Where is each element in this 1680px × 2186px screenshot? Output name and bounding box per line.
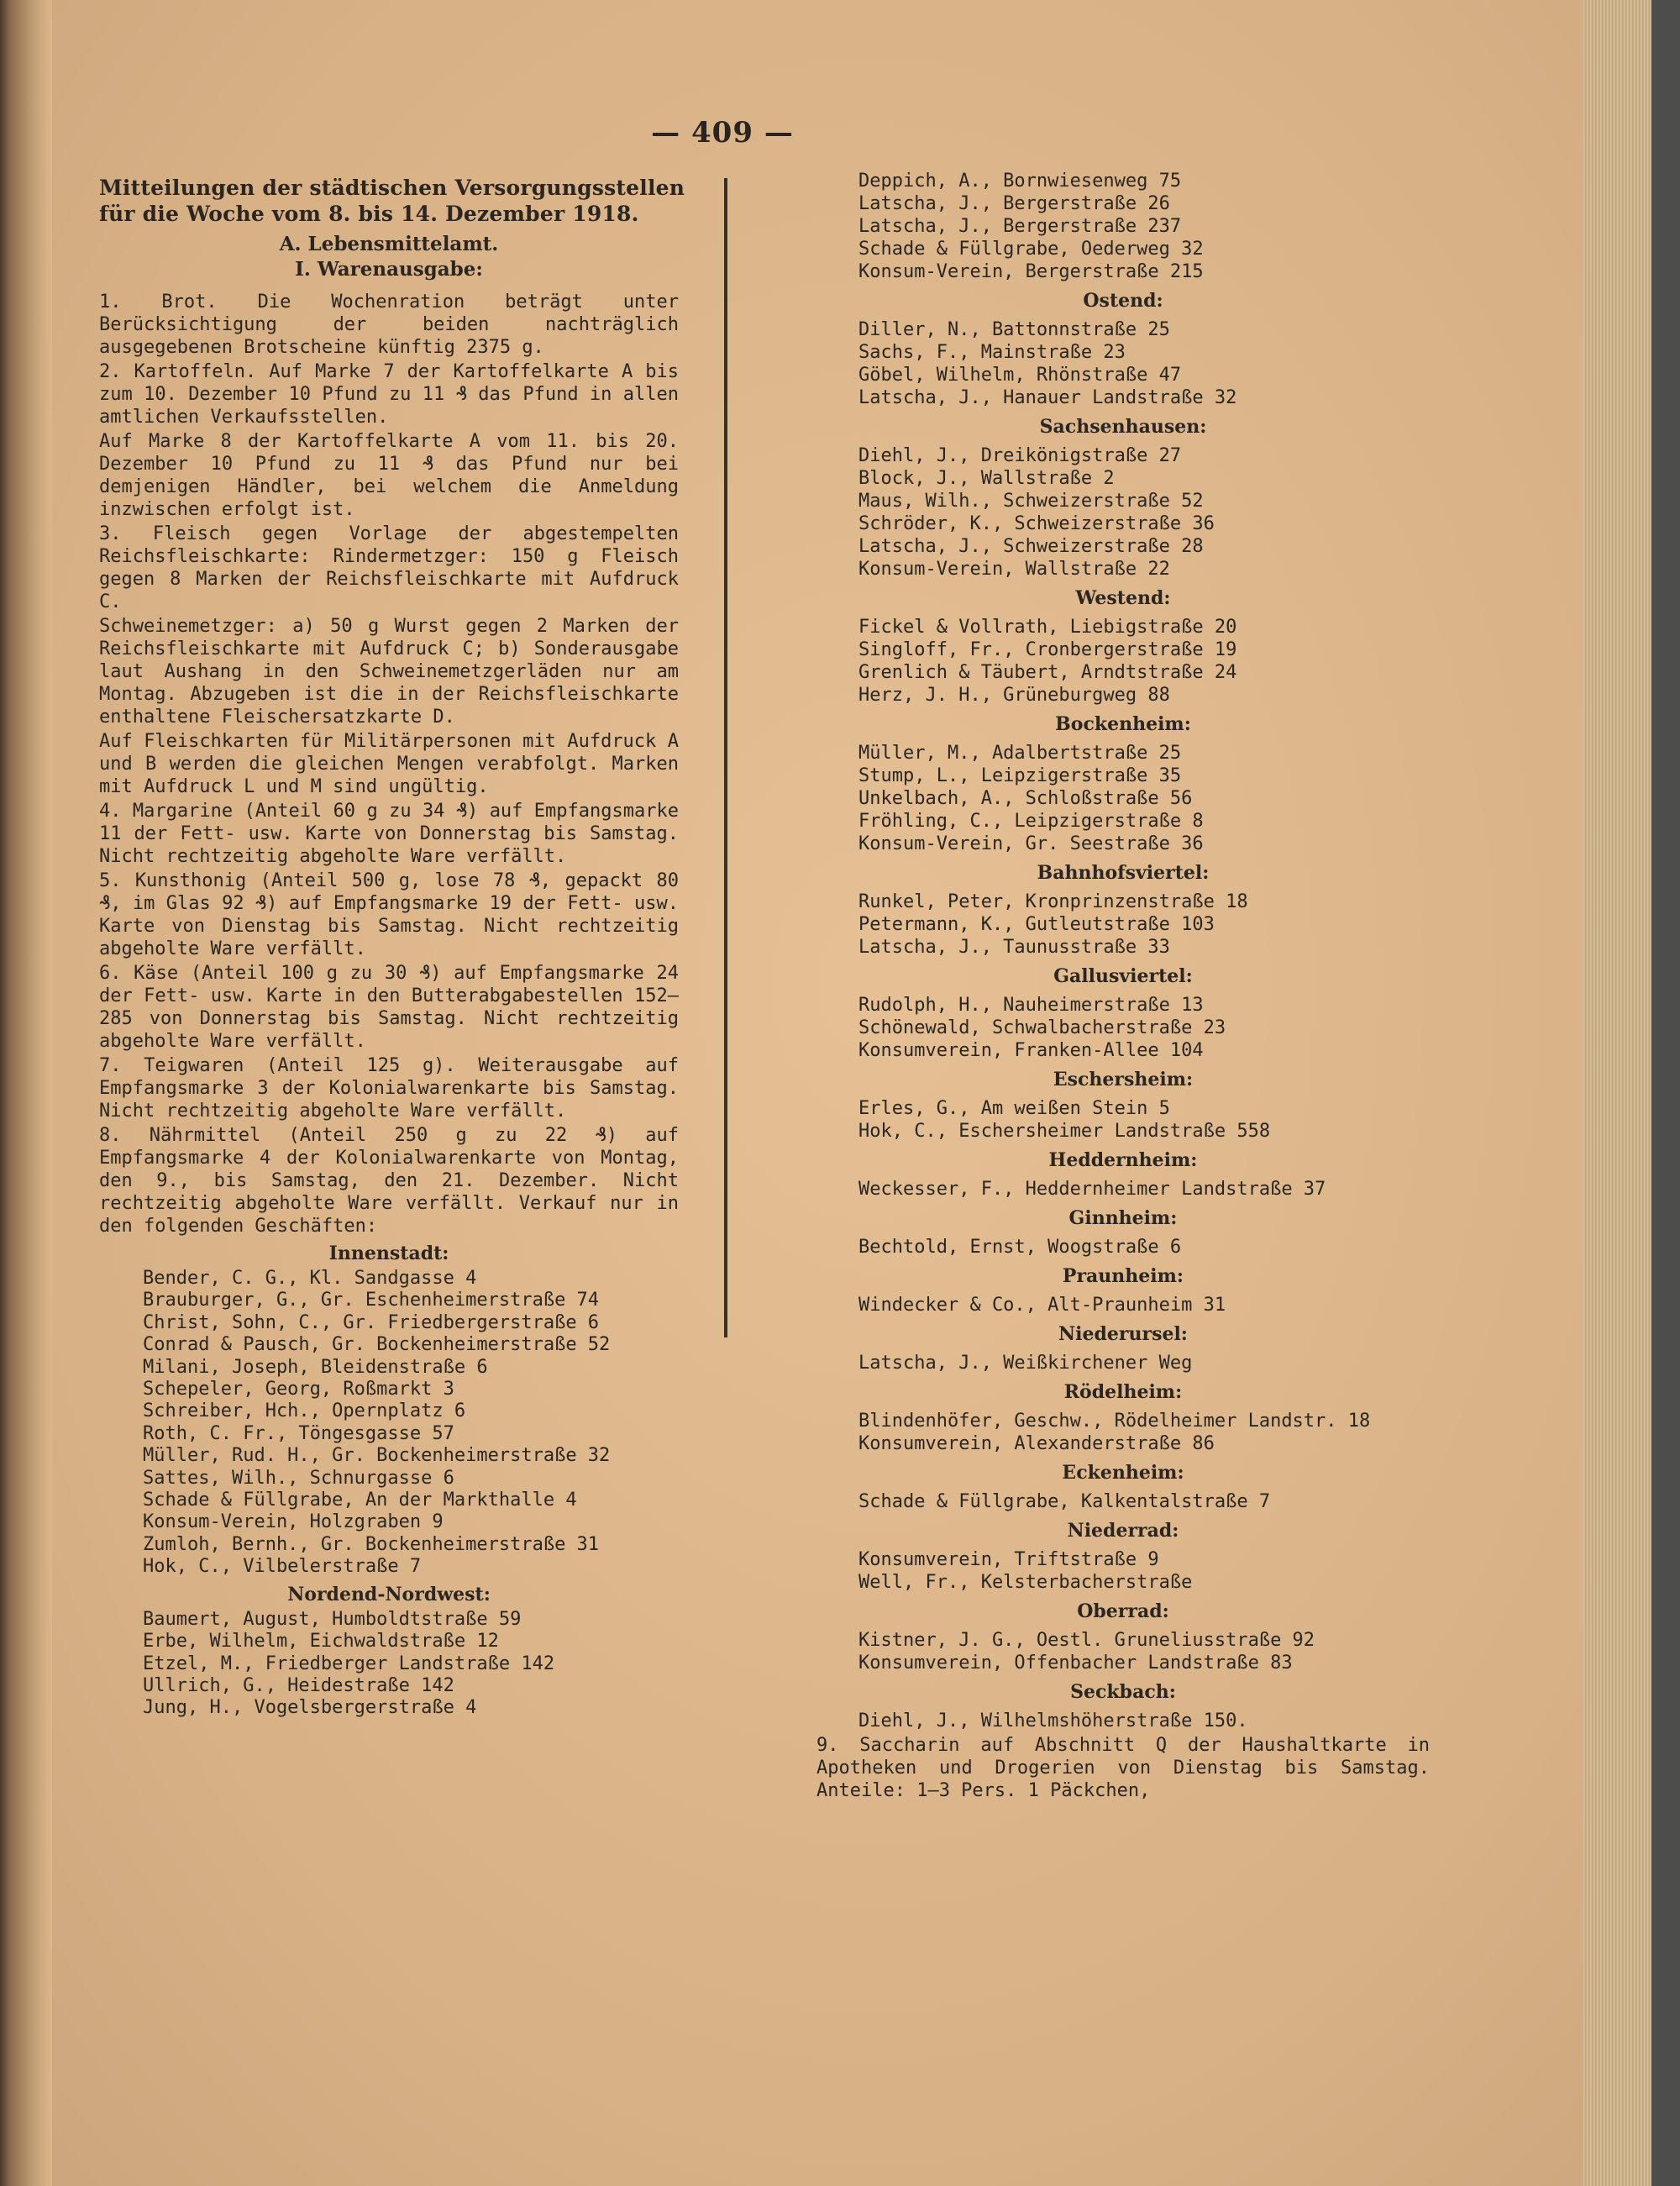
district-list-eschersheim — [816, 1097, 1430, 1143]
paragraph-militaer: Auf Fleischkarten für Militärpersonen mit Aufdruck A und B werden die gleichen Mengen verabfolgt. Marken mit Aufdruck L und M sind ungültig. — [99, 731, 679, 797]
shop-entry: Schröder, K., Schweizerstraße 36 — [858, 513, 1215, 534]
book-page-edges — [1583, 0, 1680, 2186]
paragraph-kunsthonig: 5. Kunsthonig (Anteil 500 g, lose 78 ₰, gepackt 80 ₰, im Glas 92 ₰) auf Empfangsmarke 19 der Fett- usw. Karte von Dienstag bis Samstag. Nicht rechtzeitig abgeholte Ware verfällt. — [99, 870, 679, 959]
district-heading-sachsenhausen: Sachsenhausen: — [1039, 416, 1207, 438]
shop-entry: Müller, M., Adalbertstraße 25 — [858, 743, 1182, 764]
paragraph-naehrmittel: 8. Nährmittel (Anteil 250 g zu 22 ₰) auf Empfangsmarke 4 der Kolonialwarenkarte von Montag, den 9., bis Samstag, den 21. Dezember. Nicht rechtzeitig abgeholte Ware verfällt. Verkauf nur in den folgenden Geschäften: — [99, 1125, 679, 1237]
shop-entry: Hok, C., Eschersheimer Landstraße 558 — [858, 1121, 1271, 1142]
shop-entry: Etzel, M., Friedberger Landstraße 142 — [143, 1653, 555, 1674]
district-heading-bockenheim: Bockenheim: — [1055, 713, 1191, 735]
book-cover-edge — [1651, 0, 1680, 2186]
shop-entry: Konsum-Verein, Wallstraße 22 — [858, 559, 1170, 580]
district-heading-innenstadt: Innenstadt: — [328, 1243, 449, 1264]
section-heading: A. Lebensmittelamt. — [279, 233, 499, 255]
shop-entry: Petermann, K., Gutleutstraße 103 — [858, 914, 1215, 935]
paragraph-margarine: 4. Margarine (Anteil 60 g zu 34 ₰) auf Empfangsmarke 11 der Fett- usw. Karte von Donnerstag bis Samstag. Nicht rechtzeitig abgeholte Ware verfällt. — [99, 801, 679, 867]
district-list-ostend — [816, 318, 1430, 409]
shop-entry: Konsumverein, Franken-Allee 104 — [858, 1040, 1204, 1061]
left-district-lists — [99, 1241, 679, 1720]
district-list-praunheim — [816, 1294, 1430, 1316]
shop-entry: Well, Fr., Kelsterbacherstraße — [858, 1572, 1193, 1593]
district-list-innenstadt — [99, 1268, 679, 1579]
shop-entry: Erles, G., Am weißen Stein 5 — [858, 1098, 1170, 1119]
shop-entry: Konsumverein, Alexanderstraße 86 — [858, 1433, 1215, 1454]
shop-entry: Latscha, J., Bergerstraße 26 — [858, 193, 1170, 214]
shop-entry: Erbe, Wilhelm, Eichwaldstraße 12 — [143, 1631, 499, 1653]
paragraph-kartoffeln-marke-8: Auf Marke 8 der Kartoffelkarte A vom 11. bis 20. Dezember 10 Pfund zu 11 ₰ das Pfund nur bei demjenigen Händler, bei welchem die Anmeldung inzwischen erfolgt ist. — [99, 431, 679, 520]
shop-entry: Konsumverein, Triftstraße 9 — [858, 1549, 1159, 1570]
district-list-bockenheim — [816, 742, 1430, 855]
shop-entry: Grenlich & Täubert, Arndtstraße 24 — [858, 662, 1237, 683]
shop-entry: Diehl, J., Wilhelmshöherstraße 150. — [858, 1710, 1248, 1731]
paragraph-schweinemetzger: Schweinemetzger: a) 50 g Wurst gegen 2 Marken der Reichsfleischkarte mit Aufdruck C; b) Sonderausgabe laut Aushang in den Schweinemetzgerläden nur am Montag. Abzugeben ist die in der Reichsfleischkarte enthaltene Fleischersatzkarte D. — [99, 616, 679, 728]
district-heading-ostend: Ostend: — [1083, 290, 1163, 312]
subsection-heading: I. Warenausgabe: — [295, 258, 483, 281]
shop-entry: Latscha, J., Bergerstraße 237 — [858, 216, 1182, 237]
paragraph-saccharin: 9. Saccharin auf Abschnitt Q der Haushaltkarte in Apotheken und Drogerien von Dienstag bis Samstag. Anteile: 1—3 Pers. 1 Päckchen, — [816, 1735, 1430, 1801]
shop-entry: Hok, C., Vilbelerstraße 7 — [143, 1556, 422, 1578]
district-heading-gallusviertel: Gallusviertel: — [1053, 965, 1193, 987]
district-list-ginnheim — [816, 1236, 1430, 1259]
shop-entry: Schade & Füllgrabe, An der Markthalle 4 — [143, 1490, 577, 1511]
page-number: — 409 — — [651, 116, 794, 150]
district-heading-bahnhofsviertel: Bahnhofsviertel: — [1037, 862, 1210, 884]
district-heading-westend: Westend: — [1075, 587, 1171, 609]
district-heading-ginnheim: Ginnheim: — [1068, 1207, 1178, 1229]
shop-entry: Herz, J. H., Grüneburgweg 88 — [858, 685, 1170, 706]
paragraph-kartoffeln: 2. Kartoffeln. Auf Marke 7 der Kartoffelkarte A bis zum 10. Dezember 10 Pfund zu 11 ₰ das Pfund in allen amtlichen Verkaufsstellen. — [99, 361, 679, 428]
shop-entry: Göbel, Wilhelm, Rhönstraße 47 — [858, 365, 1182, 386]
shop-entry: Brauburger, G., Gr. Eschenheimerstraße 74 — [143, 1290, 600, 1311]
shop-entry: Milani, Joseph, Bleidenstraße 6 — [143, 1356, 488, 1378]
paragraph-brot: 1. Brot. Die Wochenration beträgt unter Berücksichtigung der beiden nachträglich ausgegebenen Brotscheine künftig 2375 g. — [99, 292, 679, 358]
paragraph-kaese: 6. Käse (Anteil 100 g zu 30 ₰) auf Empfangsmarke 24 der Fett- usw. Karte in den Butterabgabestellen 152—285 von Donnerstag bis Samstag. Nicht rechtzeitig abgeholte Ware verfällt. — [99, 963, 679, 1052]
district-list-eckenheim — [816, 1490, 1430, 1513]
shop-entry: Latscha, J., Weißkirchener Weg — [858, 1353, 1193, 1374]
shop-entry: Schönewald, Schwalbacherstraße 23 — [858, 1017, 1226, 1038]
district-heading-seckbach: Seckbach: — [1070, 1681, 1176, 1703]
shop-entry: Rudolph, H., Nauheimerstraße 13 — [858, 995, 1204, 1016]
shop-entry: Schade & Füllgrabe, Kalkentalstraße 7 — [858, 1491, 1271, 1512]
shop-entry: Deppich, A., Bornwiesenweg 75 — [858, 171, 1182, 192]
district-heading-nordend-nordwest: Nordend-Nordwest: — [287, 1583, 491, 1605]
shop-entry: Sattes, Wilh., Schnurgasse 6 — [143, 1467, 454, 1489]
shop-entry: Windecker & Co., Alt-Praunheim 31 — [858, 1295, 1226, 1316]
shop-entry: Stump, L., Leipzigerstraße 35 — [858, 765, 1182, 786]
shop-entry: Latscha, J., Taunusstraße 33 — [858, 937, 1170, 958]
shop-entry: Diller, N., Battonnstraße 25 — [858, 319, 1170, 340]
district-heading-eschersheim: Eschersheim: — [1053, 1069, 1194, 1090]
right-district-lists — [816, 288, 1430, 1732]
district-list-oberrad — [816, 1629, 1430, 1674]
shop-entry: Fröhling, C., Leipzigerstraße 8 — [858, 811, 1204, 832]
article-title-line-2: für die Woche vom 8. bis 14. Dezember 1918. — [99, 202, 639, 226]
district-list-seckbach — [816, 1710, 1430, 1732]
district-heading-eckenheim: Eckenheim: — [1062, 1462, 1184, 1484]
shop-entry: Konsum-Verein, Gr. Seestraße 36 — [858, 833, 1204, 854]
shop-entry: Kistner, J. G., Oestl. Gruneliusstraße 92 — [858, 1630, 1315, 1651]
district-list-rödelheim — [816, 1410, 1430, 1455]
district-list-niederursel — [816, 1352, 1430, 1374]
shop-entry: Sachs, F., Mainstraße 23 — [858, 342, 1126, 363]
district-heading-niederrad: Niederrad: — [1067, 1520, 1179, 1542]
left-column — [99, 175, 685, 1720]
article-title-line-1: Mitteilungen der städtischen Versorgungsstellen — [99, 176, 685, 200]
shop-entry: Müller, Rud. H., Gr. Bockenheimerstraße 32 — [143, 1445, 611, 1467]
shop-entry: Fickel & Vollrath, Liebigstraße 20 — [858, 617, 1237, 638]
district-heading-oberrad: Oberrad: — [1077, 1600, 1169, 1622]
district-heading-niederursel: Niederursel: — [1058, 1323, 1188, 1345]
shop-entry: Baumert, August, Humboldtstraße 59 — [143, 1608, 522, 1630]
shop-entry: Schepeler, Georg, Roßmarkt 3 — [143, 1379, 454, 1400]
shop-entry: Ullrich, G., Heidestraße 142 — [143, 1674, 454, 1696]
column-divider — [724, 178, 727, 1337]
district-list-sachsenhausen — [816, 444, 1430, 581]
shop-entry: Latscha, J., Schweizerstraße 28 — [858, 536, 1204, 557]
shop-entry: Schade & Füllgrabe, Oederweg 32 — [858, 239, 1204, 260]
district-heading-heddernheim: Heddernheim: — [1048, 1149, 1198, 1171]
district-list-niederrad — [816, 1548, 1430, 1594]
paragraph-fleisch: 3. Fleisch gegen Vorlage der abgestempelten Reichsfleischkarte: Rindermetzger: 150 g Fleisch gegen 8 Marken der Reichsfleischkarte mit Aufdruck C. — [99, 523, 679, 612]
shop-entry: Schreiber, Hch., Opernplatz 6 — [143, 1400, 466, 1422]
shop-entry: Blindenhöfer, Geschw., Rödelheimer Landstr. 18 — [858, 1411, 1371, 1432]
shop-entry: Roth, C. Fr., Töngesgasse 57 — [143, 1422, 454, 1444]
shop-entry: Bechtold, Ernst, Woogstraße 6 — [858, 1237, 1182, 1258]
shop-entry: Weckesser, F., Heddernheimer Landstraße 37 — [858, 1179, 1326, 1200]
district-list-heddernheim — [816, 1178, 1430, 1201]
district-heading-rödelheim: Rödelheim: — [1063, 1381, 1183, 1403]
shop-entry: Konsumverein, Offenbacher Landstraße 83 — [858, 1653, 1293, 1674]
paragraph-teigwaren: 7. Teigwaren (Anteil 125 g). Weiterausgabe auf Empfangsmarke 3 der Kolonialwarenkarte bis Samstag. Nicht rechtzeitig abgeholte Ware verfällt. — [99, 1055, 679, 1122]
shop-entry: Zumloh, Bernh., Gr. Bockenheimerstraße 31 — [143, 1533, 600, 1555]
district-heading-praunheim: Praunheim: — [1062, 1265, 1184, 1287]
shop-entry: Latscha, J., Hanauer Landstraße 32 — [858, 387, 1237, 408]
district-list-gallusviertel — [816, 994, 1430, 1062]
shop-entry: Singloff, Fr., Cronbergerstraße 19 — [858, 639, 1237, 660]
shop-entry: Konsum-Verein, Bergerstraße 215 — [858, 261, 1204, 282]
shop-entry: Jung, H., Vogelsbergerstraße 4 — [143, 1697, 477, 1719]
shop-entry: Christ, Sohn, C., Gr. Friedbergerstraße 6 — [143, 1311, 600, 1333]
shop-entry: Block, J., Wallstraße 2 — [858, 468, 1115, 489]
district-list-westend — [816, 616, 1430, 707]
shop-entry: Diehl, J., Dreikönigstraße 27 — [858, 445, 1182, 466]
shop-entry: Conrad & Pausch, Gr. Bockenheimerstraße 52 — [143, 1334, 611, 1356]
shop-entry: Bender, C. G., Kl. Sandgasse 4 — [143, 1268, 477, 1289]
district-list-bahnhofsviertel — [816, 891, 1430, 959]
shop-entry: Unkelbach, A., Schloßstraße 56 — [858, 788, 1193, 809]
shop-entry: Runkel, Peter, Kronprinzenstraße 18 — [858, 891, 1248, 912]
shop-entry: Maus, Wilh., Schweizerstraße 52 — [858, 491, 1204, 512]
nordend-continued-list — [816, 170, 1430, 283]
shop-entry: Konsum-Verein, Holzgraben 9 — [143, 1511, 444, 1533]
right-column — [816, 170, 1430, 1802]
district-list-nordend-nordwest — [99, 1609, 679, 1720]
binding-gutter — [0, 0, 52, 2186]
